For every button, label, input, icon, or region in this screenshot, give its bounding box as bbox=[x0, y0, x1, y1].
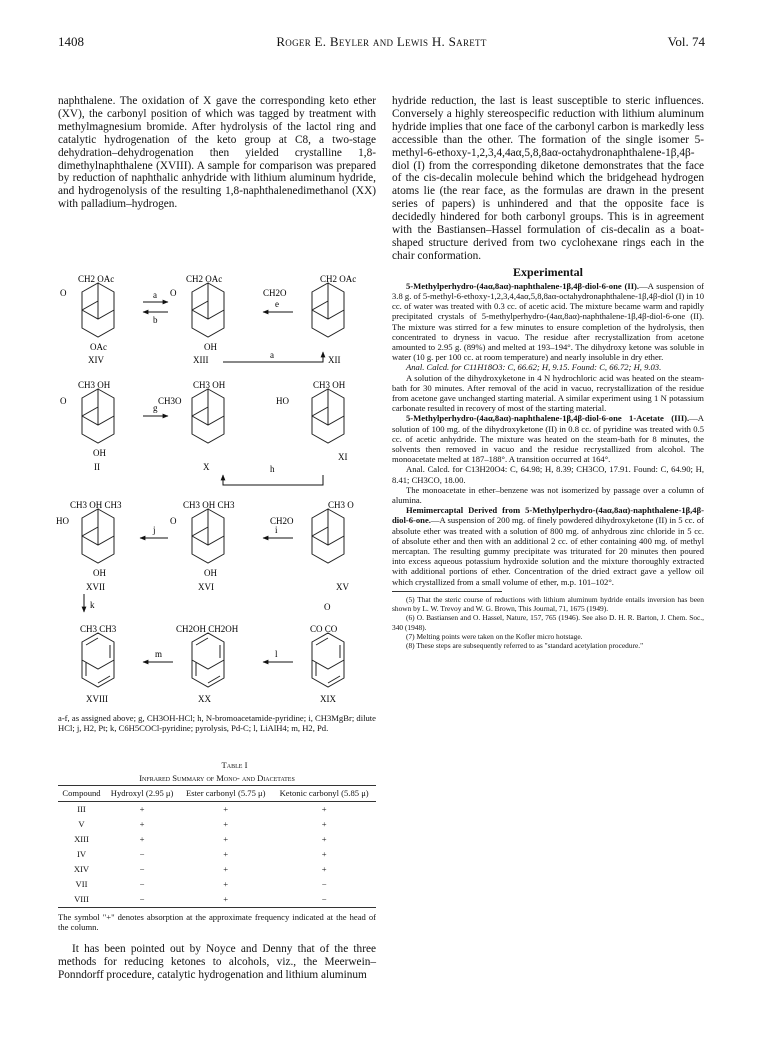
experimental-paragraph: The monoacetate in ether–benzene was not isomerized by passage over a column of alumina. bbox=[392, 484, 704, 505]
substituent: CH3 OH bbox=[313, 380, 346, 390]
left-column-top bbox=[58, 95, 376, 211]
footnote: (5) That the steric course of reductions with lithium aluminum hydride entails inversion has been shown by L. W. Trevoy and W. G. Brown, This Journal, 71, 1675 (1949). bbox=[392, 594, 704, 614]
structure-xi bbox=[276, 380, 348, 462]
footnote: (8) These steps are subsequently referred to as "standard acetylation procedure." bbox=[406, 641, 644, 651]
compound-label: X bbox=[203, 462, 210, 472]
left-column-bottom bbox=[58, 943, 376, 982]
substituent: O bbox=[170, 288, 177, 298]
structure-x bbox=[158, 380, 226, 472]
compound-label: XVIII bbox=[86, 694, 108, 704]
table-cell: + bbox=[223, 819, 229, 830]
table-cell: VIII bbox=[74, 893, 89, 904]
column-header: Ester carbonyl (5.75 μ) bbox=[185, 788, 266, 799]
structure-xii bbox=[263, 274, 356, 365]
right-column bbox=[392, 95, 704, 651]
substituent: O bbox=[170, 516, 177, 526]
arrow-label: h bbox=[270, 464, 275, 474]
compound-label: II bbox=[94, 462, 100, 472]
compound-label: XX bbox=[198, 694, 211, 704]
body-paragraph: naphthalene. The oxidation of X gave the corresponding keto ether (XV), the carbonyl position of which was tagged by treatment with methylmagnesium bromide. After hydrolysis of the lactol ring and catalytic hydrogenation of the keto group at C8, a two-stage dehydration–dehydrogenation then yielded crystalline 1,8-dimethylnaphthalene (XVIII). A sample for comparison was prepared by reduction of naphthalic anhydride with lithium aluminum hydride, and hydrogenolysis of the resulting 1,8-naphthalenedimethanol (XX) with palladium–hydrogen. bbox=[58, 95, 376, 211]
substituent: CH3 O bbox=[328, 500, 354, 510]
page-number: 1408 bbox=[58, 34, 84, 49]
table-cell: XIII bbox=[74, 834, 89, 845]
arrow-label: j bbox=[153, 525, 156, 535]
arrow-label: a bbox=[270, 350, 274, 360]
table-row bbox=[58, 847, 376, 862]
substituent: O bbox=[324, 602, 331, 612]
table-row bbox=[58, 817, 376, 832]
experimental-paragraph bbox=[392, 281, 704, 363]
experimental-paragraph bbox=[392, 413, 704, 464]
table-cell: III bbox=[77, 804, 86, 815]
procedure-text: —A solution of 100 mg. of the dihydroxyketone (II) in 0.8 cc. of pyridine was treated with 0.5 cc. of acetic anhydride. The mixture was heated on the steam-bath for 8 minutes, the solvents then removed in vacuo and the residue recrystallized from alcohol. The monoacetate melted at 187–188°. A transition occurred at 164°. bbox=[392, 413, 704, 465]
table-row bbox=[58, 802, 376, 817]
column-header: Compound bbox=[62, 788, 101, 799]
structure-xx bbox=[176, 624, 239, 704]
substituent: CH3 OH bbox=[193, 380, 226, 390]
table-note: The symbol "+" denotes absorption at the approximate frequency indicated at the head of the column. bbox=[58, 911, 376, 932]
column-header: Ketonic carbonyl (5.85 μ) bbox=[279, 788, 369, 799]
table-block bbox=[58, 760, 376, 932]
table-cell: + bbox=[321, 834, 327, 845]
table-cell: + bbox=[139, 819, 145, 830]
analysis-line: Anal. Calcd. for C11H18O3: C, 66.62; H, 9.15. Found: C, 66.72; H, 9.03. bbox=[406, 362, 662, 373]
table-row bbox=[58, 832, 376, 847]
substituent: OH bbox=[93, 448, 106, 458]
volume-label: Vol. 74 bbox=[667, 34, 705, 49]
table-cell: + bbox=[321, 819, 327, 830]
compound-title: 5-Methylperhydro-(4aα,8aα)-naphthalene-1β,4β-diol-6-one 1-Acetate (III). bbox=[406, 413, 690, 424]
substituent: O bbox=[60, 288, 67, 298]
substituent: CH2 OAc bbox=[186, 274, 223, 284]
table-cell: IV bbox=[76, 849, 87, 860]
procedure-text: —A suspension of 200 mg. of finely powdered dihydroxyketone (II) in 5 cc. of absolute ether was treated with a solution of 800 mg. of anhydrous zinc chloride in 5 cc. of absolute ether and then with an additional 2 cc. of ether containing 400 mg. of methyl mercaptan. The resulting gummy precipitate was triturated for 20 minutes then poured into excess aqueous potassium hydroxide solution and the mixture thoroughly extracted with additional portions of ether. Concentration of the dried extract gave a yellow oil which crystallized from a small volume of ether, m.p. 101–102°. bbox=[392, 515, 704, 587]
table-cell: − bbox=[321, 893, 327, 904]
substituent: OH bbox=[93, 568, 106, 578]
reaction-scheme bbox=[58, 270, 376, 710]
substituent: CO CO bbox=[310, 624, 338, 634]
footnote-rule bbox=[392, 591, 502, 592]
compound-title: Hemimercaptal Derived from 5-Methylperhydro-(4aα,8aα)-naphthalene-1β,4β-diol-6-one. bbox=[392, 505, 704, 526]
substituent: CH3 OH CH3 bbox=[183, 500, 235, 510]
table-cell: VII bbox=[75, 878, 88, 889]
table-cell: + bbox=[223, 834, 229, 845]
compound-label: XIV bbox=[88, 355, 104, 365]
structure-xix bbox=[310, 602, 344, 704]
table-cell: − bbox=[139, 863, 145, 874]
experimental-paragraph bbox=[392, 505, 704, 587]
table-cell: V bbox=[78, 819, 85, 830]
experimental-paragraph: A solution of the dihydroxyketone in 4 N hydrochloric acid was heated on the steam-bath for 30 minutes. After removal of the acid in vacuo, recrystallization of the residue from acetone gave unchanged starting material. A similar experiment using 1 N potassium carbonate resulted in recovery of most of the starting material. bbox=[392, 372, 704, 414]
structure-xiv bbox=[60, 274, 114, 365]
procedure-text: —A suspension of 3.8 g. of 5-methyl-6-ethoxy-1,2,3,4,4aα,5,8,8aα-octahydronaphthalene-1β,4β-diol (I) in 10 cc. of water was treated with 0.3 cc. of acetic acid. The mixture became warm and rapidly precipitated crystals of 5-methylperhydro-(4aα,8aα)-naphthalene-1β,4β-diol-6-one (II). The mixture was stirred for a few minutes to ensure completion of the hydrolysis, then concentrated to dryness in vacuo. The residue after recrystallization from acetone amounted to 2.95 g. (89%) and melted at 193–194°. The dihydroxy ketone was soluble in water (10 g. per 100 cc. at room temperature) and nearly insoluble in dry ether. bbox=[392, 280, 704, 363]
substituent: OAc bbox=[90, 342, 107, 352]
substituent: HO bbox=[56, 516, 69, 526]
compound-label: XV bbox=[336, 582, 349, 592]
arrow-label: i bbox=[275, 525, 278, 535]
compound-label: XIX bbox=[320, 694, 336, 704]
section-heading: Experimental bbox=[513, 264, 583, 279]
page-header bbox=[58, 34, 705, 52]
compound-label: XII bbox=[328, 355, 341, 365]
scheme-legend-text: a-f, as assigned above; g, CH3OH-HCl; h, N-bromoacetamide-pyridine; i, CH3MgBr; dilute HCl; j, H2, Pt; k, C6H5COCl-pyridine; pyrolysis, Pd-C; l, LiAlH4; m, H2, Pd. bbox=[58, 713, 376, 734]
footnote: (7) Melting points were taken on the Kofler micro hotstage. bbox=[406, 631, 583, 641]
compound-title: 5-Methylperhydro-(4aα,8aα)-naphthalene-1β,4β-diol-6-one (II). bbox=[406, 280, 640, 291]
compound-label: XVII bbox=[86, 582, 105, 592]
structure-xviii bbox=[80, 624, 117, 704]
arrow-label: a bbox=[153, 290, 157, 300]
compound-label: XIII bbox=[193, 355, 209, 365]
compound-label: XI bbox=[338, 452, 348, 462]
running-authors: Roger E. Beyler and Lewis H. Sarett bbox=[276, 34, 487, 49]
table-cell: + bbox=[321, 804, 327, 815]
table-title: Table I bbox=[221, 760, 248, 770]
table-cell: + bbox=[321, 863, 327, 874]
structure-xvii bbox=[56, 500, 122, 592]
footnotes bbox=[392, 595, 704, 651]
structure-ii bbox=[60, 380, 114, 472]
table-cell: − bbox=[139, 849, 145, 860]
arrow-label: g bbox=[153, 403, 158, 413]
substituent: O bbox=[60, 396, 67, 406]
structure-xv bbox=[270, 500, 354, 592]
table-cell: + bbox=[321, 849, 327, 860]
structure-xiii bbox=[170, 274, 224, 365]
substituent: CH2 OAc bbox=[78, 274, 115, 284]
table-cell: + bbox=[223, 804, 229, 815]
substituent: OH bbox=[204, 342, 217, 352]
arrow-label: e bbox=[275, 299, 279, 309]
table-cell: + bbox=[139, 834, 145, 845]
substituent: CH3O bbox=[158, 396, 182, 406]
table-cell: + bbox=[223, 863, 229, 874]
table-cell: − bbox=[139, 878, 145, 889]
substituent: CH2O bbox=[270, 516, 294, 526]
table-row bbox=[58, 892, 376, 907]
substituent: CH3 OH CH3 bbox=[70, 500, 122, 510]
footnote: (6) O. Bastiansen and O. Hassel, Nature, 157, 765 (1946). See also D. H. R. Barton, J. Chem. Soc., 340 (1948). bbox=[392, 613, 704, 632]
compound-label: XVI bbox=[198, 582, 214, 592]
substituent: CH2OH CH2OH bbox=[176, 624, 239, 634]
substituent: CH2O bbox=[263, 288, 287, 298]
substituent: CH2 OAc bbox=[320, 274, 357, 284]
table-cell: + bbox=[139, 804, 145, 815]
column-header: Hydroxyl (2.95 μ) bbox=[110, 788, 174, 799]
substituent: CH3 OH bbox=[78, 380, 111, 390]
table-cell: − bbox=[321, 878, 327, 889]
structure-xvi bbox=[170, 500, 235, 592]
substituent: CH3 CH3 bbox=[80, 624, 117, 634]
arrow-label: l bbox=[275, 649, 278, 659]
table-row bbox=[58, 862, 376, 877]
scheme-legend bbox=[58, 713, 376, 733]
table-cell: − bbox=[139, 893, 145, 904]
table-cell: + bbox=[223, 893, 229, 904]
arrow-label: m bbox=[155, 649, 163, 659]
body-paragraph: It has been pointed out by Noyce and Denny that of the three methods for reducing ketones to alcohols, viz., the Meerwein–Ponndorff procedure, catalytic hydrogenation and lithium aluminum bbox=[58, 943, 376, 981]
arrow-label: b bbox=[153, 315, 158, 325]
table-body bbox=[58, 802, 376, 907]
table-cell: + bbox=[223, 878, 229, 889]
table-cell: + bbox=[223, 849, 229, 860]
table-cell: XIV bbox=[73, 863, 90, 874]
substituent: HO bbox=[276, 396, 289, 406]
infrared-table bbox=[58, 785, 376, 907]
substituent: OH bbox=[204, 568, 217, 578]
arrow-label: k bbox=[90, 600, 95, 610]
analysis-line: Anal. Calcd. for C13H20O4: C, 64.98; H, 8.39; CH3CO, 17.91. Found: C, 64.90; H, 8.41; CH3CO, 18.00. bbox=[392, 464, 704, 485]
table-row bbox=[58, 877, 376, 892]
body-paragraph: hydride reduction, the last is least susceptible to steric influences. Conversely a highly stereospecific reduction with lithium aluminum hydride implies that one face of the carbonyl carbon is markedly less accessible than the other. The formation of the single isomer 5-methyl-6-ethoxy-1,2,3,4,4aα,5,8,8aα-octahydronaphthalene-1β,4β-diol (I) from the corresponding diketone demonstrates that the face of the cis-decalin molecule behind which the bridgehead hydrogen atoms lie (the rear face, as the formulas are drawn in the present series of papers) is unhindered and that the opposite face is decidedly hindered for both carbonyl groups. This is in agreement with the Bastiansen–Hassel formulation of cis-decalin as a boat-shaped structure derived from two cyclohexane rings each in the chair conformation. bbox=[392, 95, 704, 262]
table-subtitle: Infrared Summary of Mono- and Diacetates bbox=[139, 773, 295, 784]
